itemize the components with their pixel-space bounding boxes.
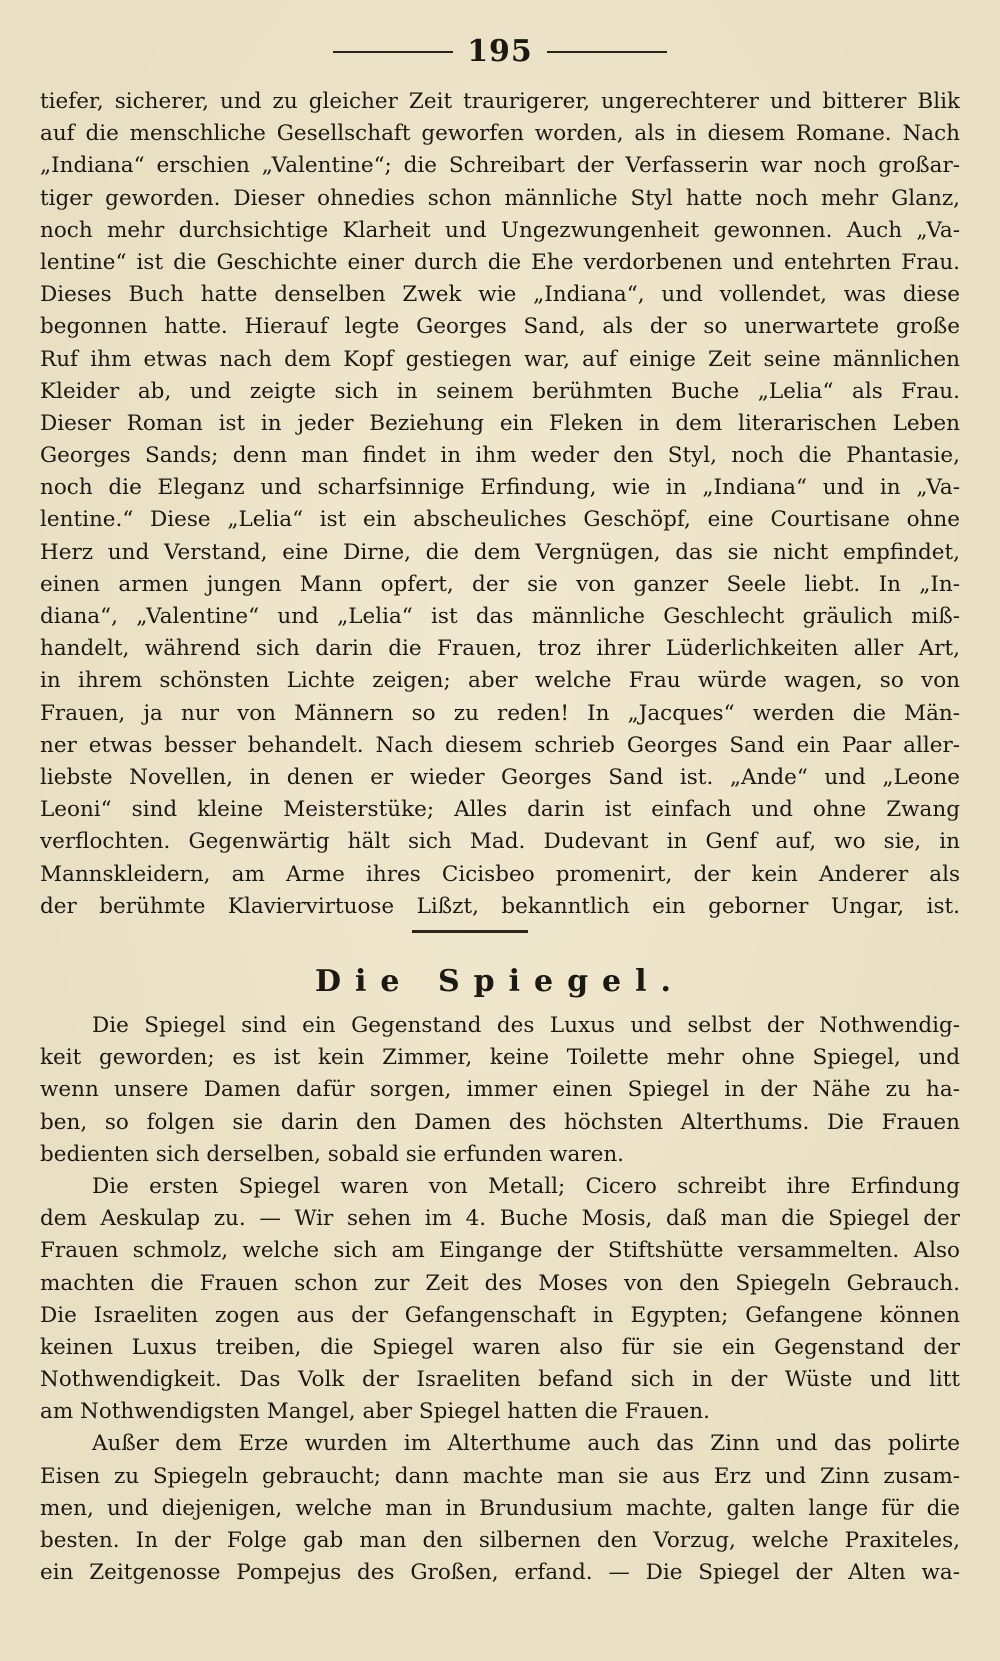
text-line: Frauen, ja nur von Männern so zu reden! In „Jacques“ werden die Män- — [40, 700, 960, 726]
text-line: keinen Luxus treiben, die Spiegel waren also für sie ein Gegenstand der — [40, 1334, 960, 1360]
text-line: Kleider ab, und zeigte sich in seinem berühmten Buche „Lelia“ als Frau. — [40, 378, 960, 404]
text-line: Die Israeliten zogen aus der Gefangenschaft in Egypten; Gefangene können — [40, 1302, 960, 1328]
text-line: dem Aeskulap zu. — Wir sehen im 4. Buche Mosis, daß man die Spiegel der — [40, 1206, 960, 1232]
text-line: Die Spiegel sind ein Gegenstand des Luxus und selbst der Nothwendig- — [92, 1013, 960, 1038]
text-line: Herz und Verstand, eine Dirne, die dem Vergnügen, das sie nicht empfindet, — [40, 539, 960, 565]
article-body — [40, 1010, 960, 1589]
text-line: Dieser Roman ist in jeder Beziehung ein Fleken in dem literarischen Leben — [40, 410, 960, 436]
text-line: lentine“ ist die Geschichte einer durch die Ehe verdorbenen und entehrten Frau. — [40, 249, 960, 275]
page-number: 195 — [467, 34, 533, 69]
text-line: ben, so folgen sie darin den Damen des höchsten Alterthums. Die Frauen — [40, 1109, 960, 1135]
text-line: Die ersten Spiegel waren von Metall; Cicero schreibt ihre Erfindung — [92, 1173, 960, 1199]
text-line: tiefer, sicherer, und zu gleicher Zeit traurigerer, ungerechterer und bitterer Blik — [40, 89, 960, 114]
text-line: Frauen schmolz, welche sich am Eingange der Stiftshütte versammelten. Also — [40, 1238, 960, 1264]
text-line: men, und diejenigen, welche man in Brundusium machte, galten lange für die — [40, 1495, 960, 1521]
text-line: ein Zeitgenosse Pompejus des Großen, erfand. — Die Spiegel der Alten wa- — [40, 1560, 960, 1586]
text-line: verflochten. Gegenwärtig hält sich Mad. Dudevant in Genf auf, wo sie, in — [40, 829, 960, 855]
text-line: Ruf ihm etwas nach dem Kopf gestiegen war, auf einige Zeit seine männlichen — [40, 346, 960, 372]
text-line: keit geworden; es ist kein Zimmer, keine Toilette mehr ohne Spiegel, und — [40, 1045, 960, 1071]
section-heading: Die Spiegel. — [315, 964, 685, 999]
text-line: tiger geworden. Dieser ohnedies schon männliche Styl hatte noch mehr Glanz, — [40, 185, 960, 211]
text-line: liebste Novellen, in denen er wieder Georges Sand ist. „Ande“ und „Leone — [40, 764, 960, 790]
text-line: Eisen zu Spiegeln gebraucht; dann machte man sie aus Erz und Zinn zusam- — [40, 1463, 960, 1489]
text-line: Leoni“ sind kleine Meisterstüke; Alles darin ist einfach und ohne Zwang — [40, 797, 960, 823]
text-line: noch mehr durchsichtige Klarheit und Ungezwungenheit gewonnen. Auch „Va- — [40, 217, 960, 243]
page-header — [0, 34, 1000, 69]
text-line: „Indiana“ erschien „Valentine“; die Schreibart der Verfasserin war noch großar- — [40, 153, 960, 179]
text-line: wenn unsere Damen dafür sorgen, immer einen Spiegel in der Nähe zu ha- — [40, 1077, 960, 1103]
text-line: Dieses Buch hatte denselben Zwek wie „Indiana“, und vollendet, was diese — [40, 282, 960, 308]
text-line: ner etwas besser behandelt. Nach diesem schrieb Georges Sand ein Paar aller- — [40, 732, 960, 758]
text-line: auf die menschliche Gesellschaft geworfen worden, als in diesem Romane. Nach — [40, 121, 960, 147]
text-line: in ihrem schönsten Lichte zeigen; aber welche Frau würde wagen, so von — [40, 668, 960, 694]
text-line: lentine.“ Diese „Lelia“ ist ein abscheuliches Geschöpf, eine Courtisane ohne — [40, 507, 960, 533]
text-line: Außer dem Erze wurden im Alterthume auch das Zinn und das polirte — [92, 1431, 960, 1457]
text-line: einen armen jungen Mann opfert, der sie von ganzer Seele liebt. In „In- — [40, 571, 960, 597]
header-rule-left — [333, 51, 453, 53]
text-line: Georges Sands; denn man findet in ihm weder den Styl, noch die Phantasie, — [40, 443, 960, 469]
paragraph-1 — [40, 86, 960, 923]
text-line: diana“, „Valentine“ und „Lelia“ ist das männliche Geschlecht gräulich miß- — [40, 604, 960, 629]
text-line: handelt, während sich darin die Frauen, troz ihrer Lüderlichkeiten aller Art, — [40, 636, 960, 662]
text-line: noch die Eleganz und scharfsinnige Erfindung, wie in „Indiana“ und in „Va- — [40, 475, 960, 501]
text-line: am Nothwendigsten Mangel, aber Spiegel hatten die Frauen. — [40, 1399, 710, 1425]
text-line: begonnen hatte. Hierauf legte Georges Sand, als der so unerwartete große — [40, 314, 960, 340]
text-line: machten die Frauen schon zur Zeit des Moses von den Spiegeln Gebrauch. — [40, 1270, 960, 1296]
text-line: der berühmte Klaviervirtuose Lißzt, bekanntlich ein geborner Ungar, ist. — [40, 893, 960, 919]
text-line: Mannskleidern, am Arme ihres Cicisbeo promenirt, der kein Anderer als — [40, 861, 960, 887]
section-divider — [412, 930, 528, 933]
text-line: bedienten sich derselben, sobald sie erfunden waren. — [40, 1141, 624, 1167]
text-line: besten. In der Folge gab man den silbernen den Vorzug, welche Praxiteles, — [40, 1528, 960, 1553]
header-rule-right — [547, 51, 667, 53]
text-line: Nothwendigkeit. Das Volk der Israeliten befand sich in der Wüste und litt — [40, 1367, 960, 1393]
